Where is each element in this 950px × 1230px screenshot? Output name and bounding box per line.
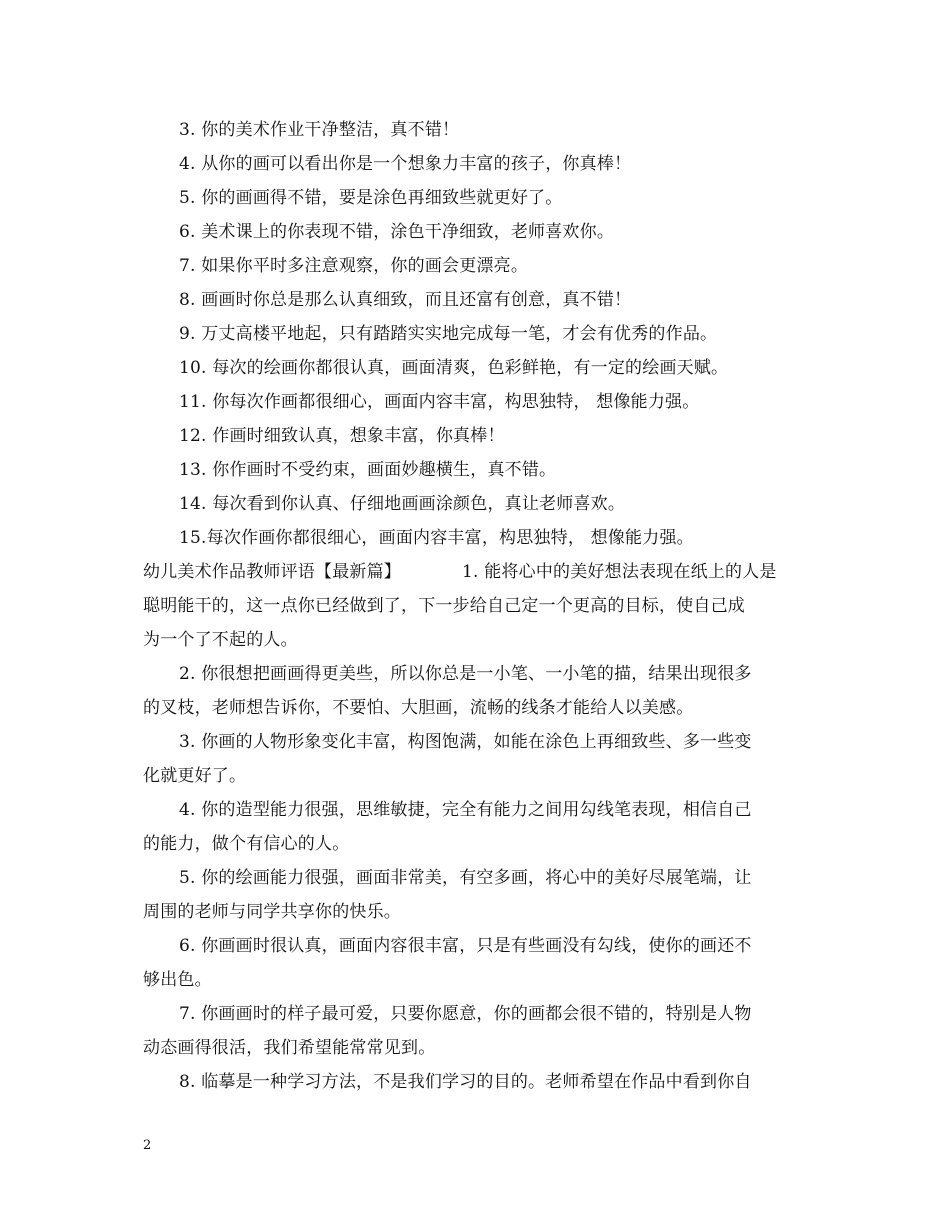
list-item: 14. 每次看到你认真、仔细地画画涂颜色，真让老师喜欢。 bbox=[179, 494, 626, 514]
list-item: 4. 从你的画可以看出你是一个想象力丰富的孩子，你真棒！ bbox=[179, 154, 632, 174]
list-item: 6. 美术课上的你表现不错，涂色干净细致，老师喜欢你。 bbox=[179, 222, 615, 242]
page-number: 2 bbox=[143, 1138, 152, 1153]
list-item: 3. 你的美术作业干净整洁，真不错！ bbox=[179, 120, 460, 140]
paragraph-line: 够出色。 bbox=[143, 970, 212, 990]
paragraph-first-line: 8. 临摹是一种学习方法，不是我们学习的目的。老师希望在作品中看到你自 bbox=[179, 1072, 752, 1092]
paragraph-first-line: 3. 你画的人物形象变化丰富，构图饱满，如能在涂色上再细致些、多一些变 bbox=[179, 732, 752, 752]
paragraph-line: 周围的老师与同学共享你的快乐。 bbox=[143, 902, 401, 922]
paragraph-first-line: 2. 你很想把画画得更美些，所以你总是一小笔、一小笔的描，结果出现很多 bbox=[179, 664, 752, 684]
list-item: 12. 作画时细致认真，想象丰富，你真棒！ bbox=[179, 426, 505, 446]
paragraph-first-line: 6. 你画画时很认真，画面内容很丰富，只是有些画没有勾线，使你的画还不 bbox=[179, 936, 752, 956]
list-item: 7. 如果你平时多注意观察，你的画会更漂亮。 bbox=[179, 256, 529, 276]
list-item: 9. 万丈高楼平地起，只有踏踏实实地完成每一笔，才会有优秀的作品。 bbox=[179, 324, 718, 344]
list-item: 13. 你作画时不受约束，画面妙趣横生，真不错。 bbox=[179, 460, 557, 480]
paragraph-line: 的能力，做个有信心的人。 bbox=[143, 834, 350, 854]
paragraph-first-line: 7. 你画画时的样子最可爱，只要你愿意，你的画都会很不错的，特别是人物 bbox=[179, 1004, 752, 1024]
list-item: 8. 画画时你总是那么认真细致，而且还富有创意，真不错！ bbox=[179, 290, 632, 310]
list-item: 11. 你每次作画都很细心，画面内容丰富，构思独特， 想像能力强。 bbox=[179, 392, 700, 412]
paragraph-line: 为一个了不起的人。 bbox=[143, 630, 298, 650]
paragraph-first-line: 4. 你的造型能力很强，思维敏捷，完全有能力之间用勾线笔表现，相信自己 bbox=[179, 800, 752, 820]
section-title: 幼儿美术作品教师评语【最新篇】 bbox=[143, 562, 401, 582]
paragraph-line: 动态画得很活，我们希望能常常见到。 bbox=[143, 1038, 436, 1058]
list-item: 10. 每次的绘画你都很认真，画面清爽，色彩鲜艳，有一定的绘画天赋。 bbox=[179, 358, 729, 378]
paragraph-line: 的叉枝，老师想告诉你，不要怕、大胆画，流畅的线条才能给人以美感。 bbox=[143, 698, 694, 718]
list-item: 5. 你的画画得不错，要是涂色再细致些就更好了。 bbox=[179, 188, 563, 208]
paragraph-line: 化就更好了。 bbox=[143, 766, 247, 786]
paragraph-first-line: 5. 你的绘画能力很强，画面非常美，有空多画，将心中的美好尽展笔端，让 bbox=[179, 868, 752, 888]
paragraph-line: 聪明能干的，这一点你已经做到了，下一步给自己定一个更高的目标，使自己成 bbox=[143, 596, 745, 616]
paragraph-first-line: 1. 能将心中的美好想法表现在纸上的人是 bbox=[462, 562, 777, 582]
list-item: 15.每次作画你都很细心，画面内容丰富，构思独特， 想像能力强。 bbox=[179, 528, 694, 548]
